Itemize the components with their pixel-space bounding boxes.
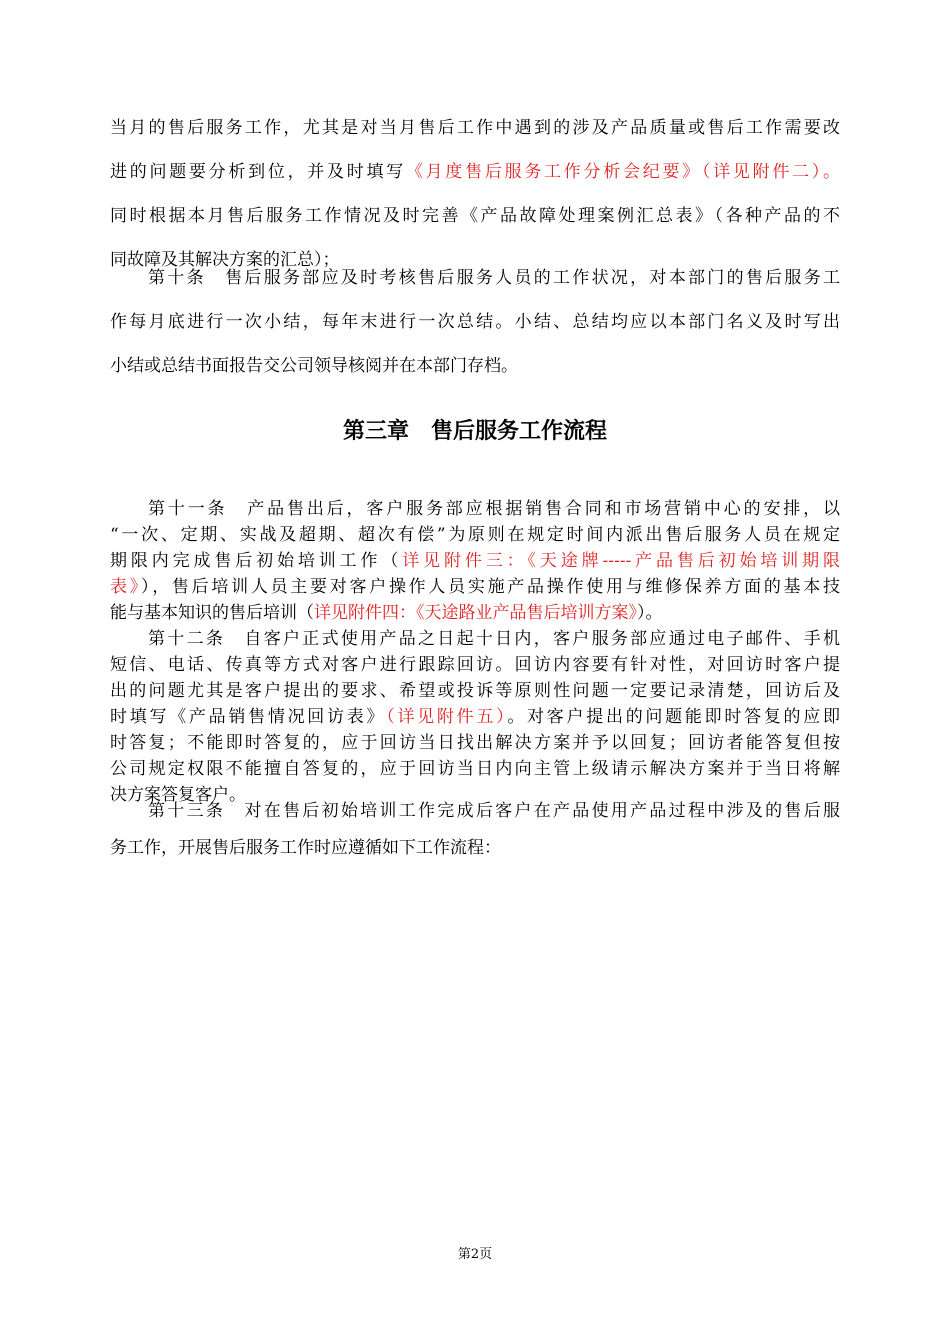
text-line: 决方案答复客户。 [110,785,246,805]
attachment-reference: 表》 [110,577,141,597]
text-span: 进的问题要分析到位，并及时填写 [110,162,406,182]
text-span: 能与基本知识的售后培训（ [110,603,314,623]
paragraph-article-10 [110,256,840,388]
text-span: ）。 [637,603,663,623]
text-span: 期限内完成售后初始培训工作（ [110,551,403,571]
text-line: 时答复；不能即时答复的，应于回访当日找出解决方案并予以回复；回访者能答复但按 [110,733,840,753]
text-span: 。对客户提出的问题能即时答复的应即 [507,707,841,727]
text-line [110,600,840,626]
attachment-reference: 详见附件四：《天途路业产品售后培训方案》 [314,603,637,623]
text-line: “一次、定期、实战及超期、超次有偿”为原则在规定时间内派出售后服务人员在规定 [110,525,840,545]
text-line: 第十条 售后服务部应及时考核售后服务人员的工作状况，对本部门的售后服务工 [148,268,840,288]
text-line: 第十二条 自客户正式使用产品之日起十日内，客户服务部应通过电子邮件、手机 [148,629,840,649]
text-line: 同时根据本月售后服务工作情况及时完善《产品故障处理案例汇总表》（各种产品的不 [110,206,840,226]
text-line [110,548,840,574]
text-line [110,574,840,600]
attachment-reference: （详见附件五） [386,707,508,727]
text-line: 小结或总结书面报告交公司领导核阅并在本部门存档。 [110,356,518,376]
text-line: 当月的售后服务工作，尤其是对当月售后工作中遇到的涉及产品质量或售后工作需要改 [110,118,840,138]
text-line: 作每月底进行一次小结，每年末进行一次总结。小结、总结均应以本部门名义及时写出 [110,312,840,332]
chapter-heading: 第三章 售后服务工作流程 [342,419,607,444]
text-line: 务工作，开展售后服务工作时应遵循如下工作流程： [110,838,501,858]
attachment-reference: 《月度售后服务工作分析会纪要》（详见附件二）。 [405,162,841,182]
paragraph-article-12 [110,626,840,808]
text-line [110,150,840,194]
text-line: 出的问题尤其是客户提出的要求、希望或投诉等原则性问题一定要记录清楚，回访后及 [110,681,840,701]
text-line: 公司规定权限不能擅自答复的，应于回访当日内向主管上级请示解决方案并于当日将解 [110,759,840,779]
text-line: 第十三条 对在售后初始培训工作完成后客户在产品使用产品过程中涉及的售后服 [148,801,840,821]
text-line: 第十一条 产品售出后，客户服务部应根据销售合同和市场营销中心的安排，以 [148,499,840,519]
text-span: 时填写《产品销售情况回访表》 [110,707,387,727]
text-line: 短信、电话、传真等方式对客户进行跟踪回访。回访内容要有针对性，对回访时客户提 [110,655,840,675]
paragraph-article-13 [110,796,840,870]
paragraph-article-11 [110,496,840,626]
text-span: ），售后培训人员主要对客户操作人员实施产品操作使用与维修保养方面的基本技 [140,577,841,597]
text-line [110,704,840,730]
page-number: 第2页 [457,1247,493,1262]
attachment-reference: 详见附件三：《天途牌-----产品售后初始培训期限 [402,551,840,571]
text-line: 同故障及其解决方案的汇总）； [110,250,340,270]
